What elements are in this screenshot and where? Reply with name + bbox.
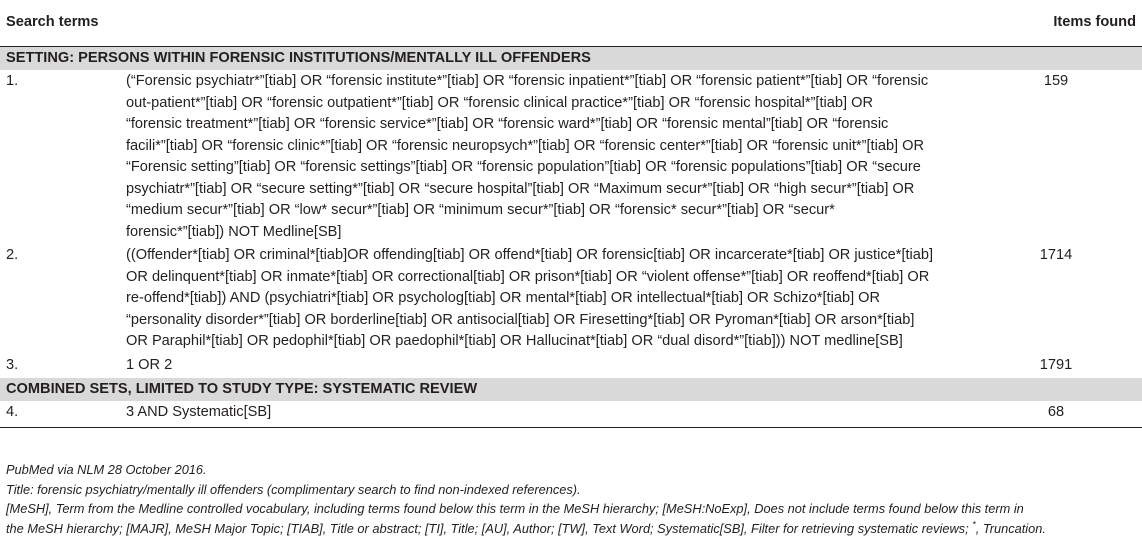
term-line: out-patient*”[tiab] OR “forensic outpatient*”[tiab] OR “forensic clinical practice*”[tiab] OR “forensic hospital*”[tiab] OR xyxy=(126,94,874,111)
term-line: 3 AND Systematic[SB] xyxy=(126,404,272,420)
row-search-terms xyxy=(120,70,970,244)
table-row xyxy=(0,354,1142,378)
term-line: “personality disorder*”[tiab] OR borderline[tiab] OR antisocial[tiab] OR Firesetting*[tiab] OR Pyroman*[tiab] OR arson*[tiab] xyxy=(126,311,915,328)
truncation-symbol: * xyxy=(972,519,976,530)
row-items-found: 1791 xyxy=(1039,356,1073,373)
term-line: ((Offender*[tiab] OR criminal*[tiab]OR offending[tiab] OR offend*[tiab] OR forensic[tiab] OR incarcerate*[tiab] OR justice*[tiab] xyxy=(126,247,934,263)
table-row xyxy=(0,401,1142,427)
search-terms-header: Search terms xyxy=(0,0,970,47)
abbrev-line-1: [MeSH], Term from the Medline controlled vocabulary, including terms found below this term in the MeSH hierarchy; [MeSH:NoExp], Does not include terms found below this term in xyxy=(6,501,1024,517)
row-number: 3. xyxy=(6,356,19,373)
footnote-title: Title: forensic psychiatry/mentally ill offenders (complimentary search to find non-indexed references). xyxy=(6,481,581,497)
section-title: COMBINED SETS, LIMITED TO STUDY TYPE: SYSTEMATIC REVIEW xyxy=(0,378,1142,402)
footnote-source: PubMed via NLM 28 October 2016. xyxy=(6,462,207,477)
term-line: forensic*”[tiab]) NOT Medline[SB] xyxy=(126,223,342,240)
row-number: 2. xyxy=(6,247,19,263)
items-found-header: Items found xyxy=(970,0,1142,47)
section-header-setting xyxy=(0,47,1142,71)
abbrev-line-2a: the MeSH hierarchy; [MAJR], MeSH Major Topic; [TIAB], Title or abstract; [TI], Title; [AU], Author; [TW], Text Word; Systematic[SB], Filter for retrieving systematic reviews; xyxy=(6,521,973,537)
abbrev-line-2b: , Truncation. xyxy=(975,521,1046,537)
footnote-abbreviations xyxy=(6,499,1142,538)
row-number: 1. xyxy=(6,73,19,89)
term-line: (“Forensic psychiatr*”[tiab] OR “forensic institute*”[tiab] OR “forensic inpatient*”[tiab] OR “forensic patient*”[tiab] OR “forensic xyxy=(126,73,929,89)
table-row xyxy=(0,70,1142,244)
table-footnotes xyxy=(6,460,1142,539)
term-line: “forensic treatment*”[tiab] OR “forensic service*”[tiab] OR “forensic ward*”[tiab] OR “forensic mental”[tiab] OR “forensic xyxy=(126,116,889,132)
term-line: “medium secur*”[tiab] OR “low* secur*”[tiab] OR “minimum secur*”[tiab] OR “forensic* secur*”[tiab] OR “secur* xyxy=(126,202,835,218)
term-line: OR delinquent*[tiab] OR inmate*[tiab] OR correctional[tiab] OR prison*[tiab] OR “violent offense*”[tiab] OR reoffend*[tiab] OR xyxy=(126,268,930,285)
row-search-terms xyxy=(120,401,970,427)
row-items-found: 1714 xyxy=(1039,247,1073,263)
term-line: facili*”[tiab] OR “forensic clinic*”[tiab] OR “forensic neuropsych*”[tiab] OR “forensic center*”[tiab] OR “forensic unit*”[tiab] OR xyxy=(126,137,925,154)
row-number: 4. xyxy=(0,401,120,427)
term-line: “Forensic setting”[tiab] OR “forensic settings”[tiab] OR “forensic population”[tiab] OR “forensic populations”[tiab] OR “secure xyxy=(126,159,921,175)
term-line: 1 OR 2 xyxy=(126,356,173,373)
section-header-combined xyxy=(0,378,1142,402)
row-items-found: 159 xyxy=(1043,73,1069,89)
term-line: psychiatr*”[tiab] OR “secure setting*”[tiab] OR “secure hospital”[tiab] OR “Maximum secur*”[tiab] OR “high secur*”[tiab] OR xyxy=(126,180,915,197)
term-line: OR Paraphil*[tiab] OR pedophil*[tiab] OR paedophil*[tiab] OR Hallucinat*[tiab] OR “dual disord*”[tiab])) NOT medline[SB] xyxy=(126,333,903,349)
term-line: re-offend*[tiab]) AND (psychiatri*[tiab] OR psycholog[tiab] OR mental*[tiab] OR intellectual*[tiab] OR Schizo*[tiab] OR xyxy=(126,290,881,306)
table-header-row xyxy=(0,0,1142,47)
section-title: SETTING: PERSONS WITHIN FORENSIC INSTITUTIONS/MENTALLY ILL OFFENDERS xyxy=(0,47,1142,71)
row-items-found: 68 xyxy=(970,401,1142,427)
row-search-terms xyxy=(120,244,970,354)
row-search-terms xyxy=(120,354,970,378)
table-row xyxy=(0,244,1142,354)
